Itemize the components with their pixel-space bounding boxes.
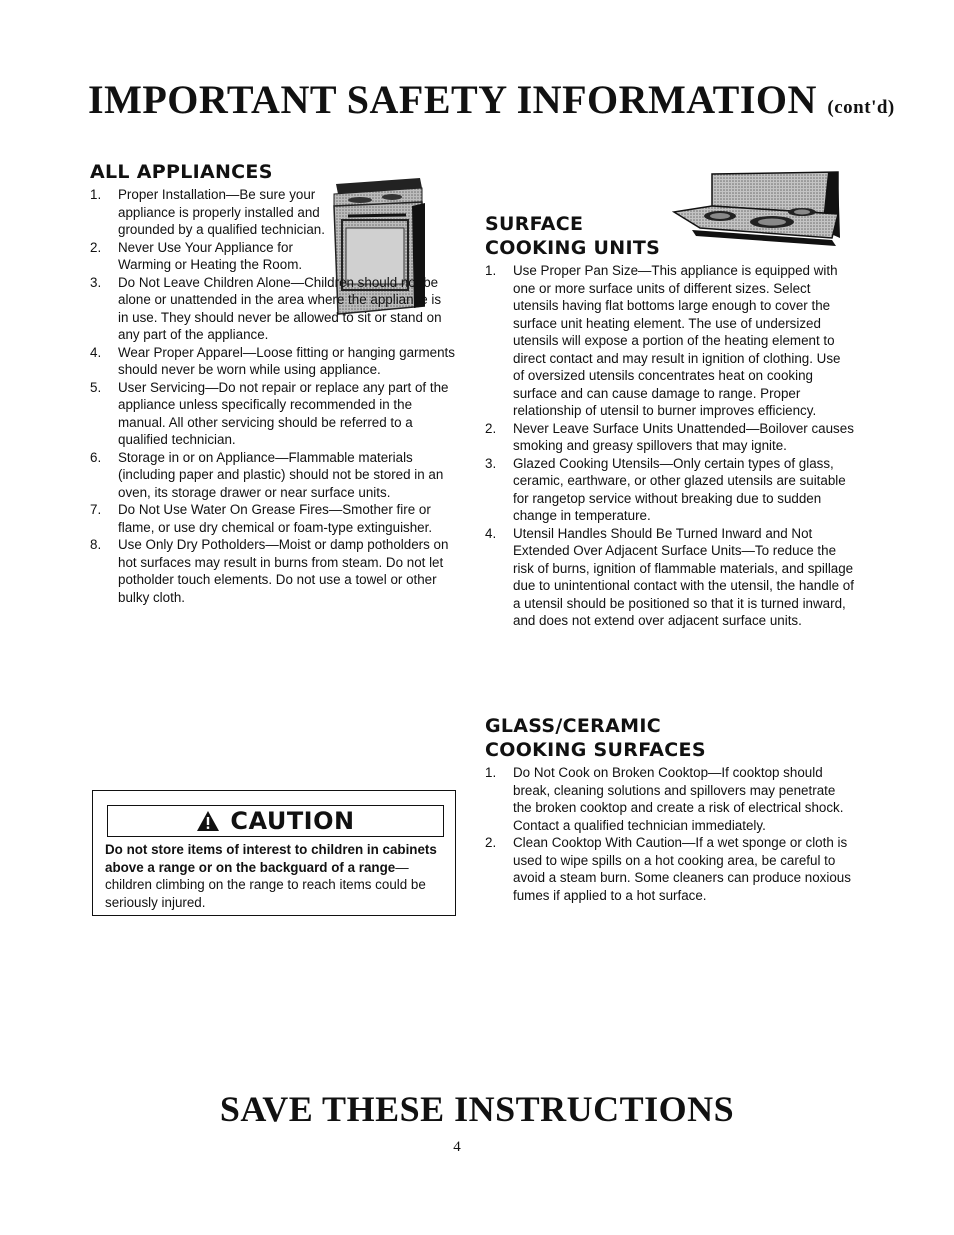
item-text: Proper Installation—Be sure your appliance is properly installed and grounded by a qualified technician. xyxy=(118,187,325,237)
caution-box xyxy=(92,790,456,916)
list-item xyxy=(485,455,855,525)
page-number: 4 xyxy=(453,1139,461,1155)
glass-ceramic-list xyxy=(485,764,855,904)
list-item xyxy=(485,834,855,904)
glass-ceramic-heading xyxy=(485,714,855,762)
item-text: Use Proper Pan Size—This appliance is equipped with one or more surface units of different sizes. Select utensils having flat bottoms large enough to cover the surface unit heating element. The use of undersized utensils will expose a portion of the heating element to direct contact and may result in ignition of clothing. Use of oversized utensils concentrates heat on cooking surface and can cause damage to range. Proper relationship of utensil to burner improves efficiency. xyxy=(513,263,841,418)
footer-title: SAVE THESE INSTRUCTIONS xyxy=(219,1089,735,1129)
page-title: IMPORTANT SAFETY INFORMATION (cont'd) xyxy=(88,77,895,122)
heading-line: COOKING SURFACES xyxy=(485,739,706,761)
item-text: Clean Cooktop With Caution—If a wet sponge or cloth is used to wipe spills on a hot cooking area, be careful to avoid a steam burn. Some cleaners can produce noxious fumes if applied to a hot surface. xyxy=(513,835,851,903)
surface-units-section xyxy=(485,212,855,630)
list-item xyxy=(90,274,455,344)
item-number: 7. xyxy=(90,502,102,517)
caution-label: CAUTION xyxy=(230,807,355,835)
item-text: Wear Proper Apparel—Loose fitting or hanging garments should never be worn while using appliance. xyxy=(118,344,455,377)
item-number: 1. xyxy=(485,263,497,278)
list-item xyxy=(90,449,455,502)
item-number: 3. xyxy=(485,455,497,471)
item-number: 8. xyxy=(90,537,102,552)
item-text: User Servicing—Do not repair or replace any part of the appliance unless specifically recommended in the manual. All other servicing should be referred to a qualified technician. xyxy=(118,379,449,447)
item-text: Utensil Handles Should Be Turned Inward and Not Extended Over Adjacent Surface Units—To reduce the risk of burns, ignition of flammable materials, and spillage due to unintentional contact with the utensil, the handle of a utensil should be positioned so that it is turned inward, and does not extend over adjacent surface units. xyxy=(513,525,854,628)
item-text: Use Only Dry Potholders—Moist or damp potholders on hot surfaces may result in burns from steam. Do not let potholder touch elements. Do not use a towel or other bulky cloth. xyxy=(118,537,449,605)
caution-text xyxy=(105,841,450,911)
surface-units-list xyxy=(485,262,855,630)
surface-units-heading xyxy=(485,212,855,260)
item-number: 2. xyxy=(90,239,102,255)
caution-header xyxy=(107,805,444,837)
all-appliances-heading: ALL APPLIANCES xyxy=(90,161,273,183)
item-number: 5. xyxy=(90,379,102,395)
item-text: Storage in or on Appliance—Flammable materials (including paper and plastic) should not be stored in an oven, its storage drawer or near surface units. xyxy=(118,449,444,500)
item-number: 1. xyxy=(90,187,102,202)
list-item xyxy=(485,262,855,420)
all-appliances-section xyxy=(90,160,455,606)
item-number: 6. xyxy=(90,449,102,465)
all-appliances-list xyxy=(90,186,455,606)
list-item xyxy=(90,186,333,239)
item-text: Do Not Use Water On Grease Fires—Smother fire or flame, or use dry chemical or foam-type extinguisher. xyxy=(118,502,433,535)
item-text: Never Leave Surface Units Unattended—Boilover causes smoking and greasy spillovers that may ignite. xyxy=(513,420,854,453)
list-item xyxy=(90,501,455,536)
list-item xyxy=(90,239,313,274)
heading-line: COOKING UNITS xyxy=(485,237,661,259)
item-number: 4. xyxy=(485,525,497,541)
caution-bold-text: Do not store items of interest to children in cabinets above a range or on the backguard of a range xyxy=(105,842,437,875)
list-item xyxy=(90,536,455,606)
glass-ceramic-section xyxy=(485,714,855,904)
item-number: 2. xyxy=(485,835,497,850)
item-number: 2. xyxy=(485,420,497,436)
item-number: 4. xyxy=(90,344,102,360)
item-number: 1. xyxy=(485,765,497,780)
caution-regular-text: —children climbing on the range to reach items could be seriously injured. xyxy=(105,859,426,910)
item-text: Do Not Leave Children Alone—Children should not be alone or unattended in the area where the appliance is in use. They should never be allowed to sit or stand on any part of the appliance. xyxy=(118,274,442,342)
item-text: Do Not Cook on Broken Cooktop—If cooktop should break, cleaning solutions and spillovers may penetrate the broken cooktop and create a risk of electrical shock. Contact a qualified technician immediately. xyxy=(513,765,844,833)
list-item xyxy=(485,525,855,630)
item-text: Glazed Cooking Utensils—Only certain types of glass, ceramic, earthware, or other glazed utensils are suitable for rangetop service without breaking due to sudden change in temperature. xyxy=(513,455,846,523)
title-suffix: (cont'd) xyxy=(827,97,895,118)
item-text: Never Use Your Appliance for Warming or Heating the Room. xyxy=(118,239,303,272)
list-item xyxy=(90,379,455,449)
item-number: 3. xyxy=(90,274,102,290)
list-item xyxy=(485,764,855,834)
warning-triangle-icon xyxy=(196,810,220,832)
heading-line: SURFACE xyxy=(485,213,584,235)
list-item xyxy=(90,344,455,379)
heading-line: GLASS/CERAMIC xyxy=(485,715,661,737)
list-item xyxy=(485,420,855,455)
